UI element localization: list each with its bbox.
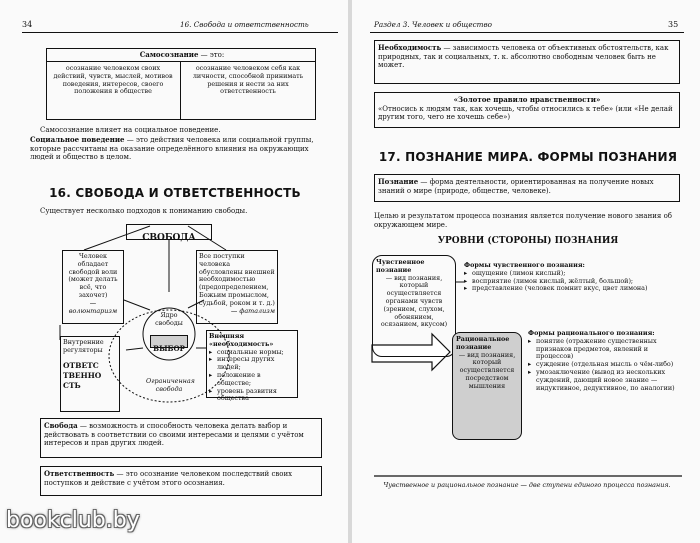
- voluntarism-label: — волюнтаризм: [68, 298, 118, 315]
- term: Свобода: [44, 421, 78, 430]
- list-item: ▸ суждение (отдельная мысль о чём-либо): [536, 361, 684, 369]
- definition: — это осознание человеком последствий своих поступков и действие с учётом этого осознания.: [44, 470, 293, 487]
- sensory-forms-title: Формы чувственного познания:: [464, 261, 585, 269]
- responsibility-label: ОТВЕТСТВЕННОСТЬ: [63, 360, 102, 390]
- sensory-forms-list: [464, 270, 684, 293]
- freedom-definition: [44, 422, 318, 448]
- list-item: ▸ уровень развития общества: [217, 388, 295, 404]
- freedom-definition-box: [40, 418, 322, 458]
- golden-rule-text: «Относись к людям так, как хочешь, чтобы относились к тебе» (или «Не делай другим того, чего не хочешь себе»): [378, 104, 673, 121]
- self-awareness-col1: осознание человеком своих действий, чувств, мыслей, мотивов поведения, интересов, своего положения в обществе: [53, 64, 173, 96]
- term: Ответственность: [44, 469, 115, 478]
- page-number: 35: [668, 20, 679, 29]
- definition: — это действия человека или социальной группы, которые рассчитаны на оказание определённого влияния на окружающих людей и общество в целом.: [30, 136, 314, 161]
- choice-box: [150, 335, 188, 353]
- external-title: Внешняя «необходимость»: [209, 332, 274, 348]
- list-item: ▸ восприятие (лимон кислый, жёлтый, большой);: [472, 278, 684, 286]
- freedom-box: [126, 224, 212, 243]
- rational-title: Рациональное познание: [456, 335, 510, 351]
- freedom-label: СВОБОДА: [142, 233, 196, 243]
- external-list: [209, 349, 295, 404]
- fatalism-text: Все поступки человека обусловлены внешней необходимостью (предопределением, Божьим промыслом, судьбой, роком и т. д.): [199, 252, 275, 307]
- definition: — форма деятельности, ориентированная на получение новых знаний о мире (природе, обществе, человеке).: [378, 178, 654, 195]
- term: Необходимость: [378, 43, 442, 52]
- sensory-title: Чувственное познание: [376, 258, 425, 274]
- list-item: ▸ ощущение (лимон кислый);: [472, 270, 684, 278]
- right-page: [352, 0, 700, 543]
- limited-freedom-label: Ограниченная свобода: [146, 377, 195, 393]
- watermark: bookclub.by: [6, 508, 140, 533]
- levels-title: УРОВНИ (СТОРОНЫ) ПОЗНАНИЯ: [437, 236, 619, 246]
- rational-text: — вид познания, который осуществляется посредством мышления: [458, 350, 516, 390]
- list-item: ▸ умозаключение (вывод из нескольких суждений, дающий новое знание — индуктивное, дедуктивное, по аналогии): [536, 369, 684, 392]
- fatalism-box: [196, 250, 278, 324]
- responsibility-definition-box: [40, 466, 322, 496]
- list-item: ▸ представление (человек помнит вкус, цвет лимона): [472, 285, 684, 293]
- self-awareness-col2: осознание человеком себя как личности, способной принимать решения и нести за них ответственность: [192, 64, 304, 96]
- internal-label: Внутренние регуляторы: [63, 338, 104, 354]
- sensory-forms: [464, 262, 684, 293]
- rational-forms-list: [528, 338, 684, 393]
- external-necessity-box: [206, 330, 298, 403]
- golden-rule-title: «Золотое правило нравственности»: [453, 95, 601, 104]
- rational-box: [452, 332, 522, 440]
- rational-forms-title: Формы рационального познания:: [528, 329, 655, 337]
- choice-label: ВЫБОР: [153, 344, 185, 353]
- term: Социальное поведение: [30, 135, 125, 144]
- list-item: ▸ социальные нормы;: [217, 349, 295, 357]
- internal-regulators-box: [60, 336, 120, 412]
- responsibility-definition: [44, 470, 318, 487]
- term: Познание: [378, 177, 419, 186]
- list-item: ▸ интересы других людей;: [217, 356, 295, 372]
- voluntarism-text: Человек обладает свободой воли (может делать всё, что захочет): [68, 252, 118, 299]
- core-label: Ядро свободы: [155, 311, 183, 327]
- running-head: Раздел 3. Человек и общество: [374, 20, 493, 29]
- definition: — зависимость человека от объективных обстоятельств, как природных, так и социальных, т. к. абсолютно свободным человек быть не может.: [378, 44, 669, 69]
- fatalism-label: — фатализм: [230, 306, 275, 315]
- self-awareness-term: Самосознание: [139, 50, 199, 59]
- footer-note: Чувственное и рациональное познание — две ступени единого процесса познания.: [383, 481, 671, 489]
- rational-forms: [528, 330, 684, 392]
- list-item: ▸ понятие (отражение существенных признаков предметов, явлений и процессов): [536, 338, 684, 361]
- section-title: 16. СВОБОДА И ОТВЕТСТВЕННОСТЬ: [49, 186, 301, 200]
- self-awareness-tail: — это:: [200, 51, 225, 59]
- paragraph: Целью и результатом процесса познания является получение нового знания об окружающем мире.: [374, 212, 672, 229]
- sensory-text: — вид познания, который осуществляется органами чувств (зрением, слухом, обонянием, осязанием, вкусом): [380, 273, 448, 329]
- voluntarism-box: [62, 250, 124, 324]
- definition: — возможность и способность человека делать выбор и действовать в соответствии со своими интересами и целями с учётом интересов и прав других людей.: [44, 422, 304, 447]
- left-page: [0, 0, 348, 543]
- list-item: ▸ положение в обществе;: [217, 372, 295, 388]
- sensory-box: [372, 255, 456, 357]
- freedom-diagram-lines: [0, 0, 348, 543]
- paragraph: Самосознание влияет на социальное поведение.: [40, 126, 221, 134]
- paragraph: Существует несколько подходов к пониманию свободы.: [40, 207, 248, 215]
- page-number: 34: [22, 20, 33, 29]
- section-title: 17. ПОЗНАНИЕ МИРА. ФОРМЫ ПОЗНАНИЯ: [378, 150, 678, 164]
- running-head: 16. Свобода и ответственность: [180, 20, 309, 29]
